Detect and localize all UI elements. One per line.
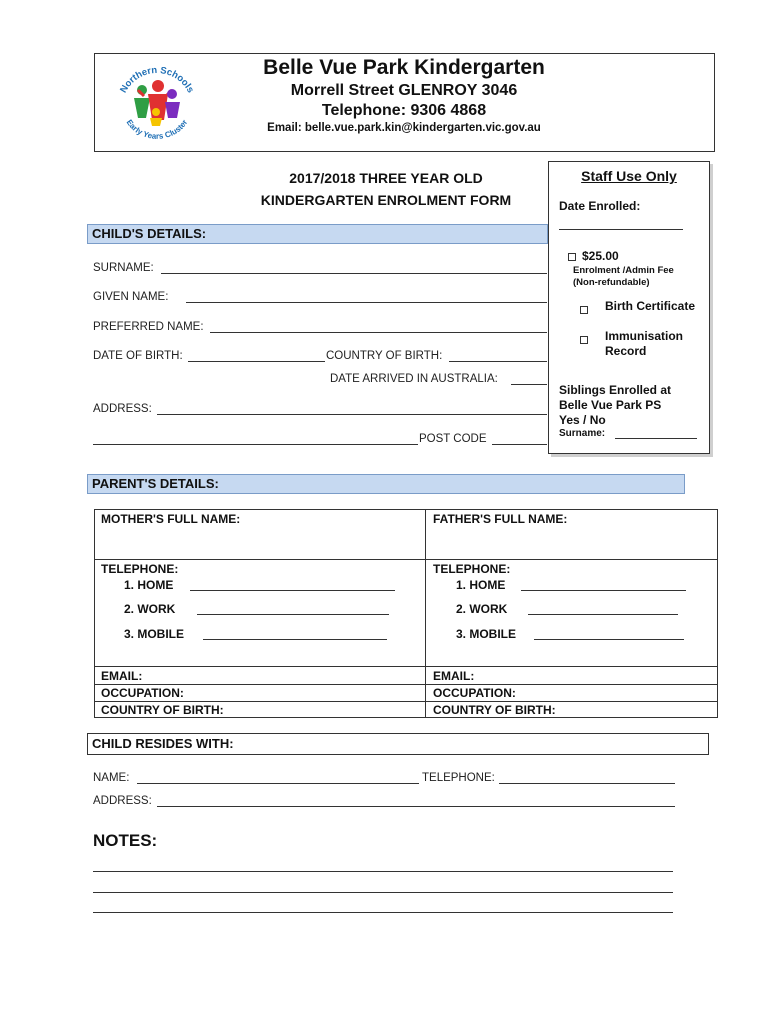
father-occupation-label[interactable]: OCCUPATION: (433, 686, 516, 700)
notes-title: NOTES: (93, 831, 158, 850)
fee-note: (Non-refundable) (573, 277, 650, 288)
notes-line-2[interactable] (93, 892, 673, 893)
staff-use-title: Staff Use Only (581, 168, 677, 184)
child-dob-field[interactable] (188, 361, 325, 362)
resides-address-field[interactable] (157, 806, 675, 807)
father-country-label[interactable]: COUNTRY OF BIRTH: (433, 703, 556, 717)
fee-checkbox-row[interactable] (568, 249, 619, 263)
father-home-field[interactable] (521, 590, 686, 591)
father-work-field[interactable] (528, 614, 678, 615)
child-details-header: CHILD'S DETAILS: (87, 224, 548, 244)
parents-row-divider-4 (94, 701, 718, 702)
mother-work-label: 2. WORK (124, 602, 176, 616)
father-work-label: 2. WORK (456, 602, 508, 616)
siblings-surname-label: Surname: (559, 428, 606, 439)
father-home-label: 1. HOME (456, 578, 506, 592)
immunisation-checkbox[interactable] (580, 331, 594, 349)
child-surname-field[interactable] (161, 273, 547, 274)
resides-address-label: ADDRESS: (93, 795, 152, 807)
form-title-line2: KINDERGARTEN ENROLMENT FORM (260, 192, 512, 208)
mother-work-field[interactable] (197, 614, 389, 615)
form-title-line1: 2017/2018 THREE YEAR OLD (289, 170, 483, 186)
child-given-name-field[interactable] (186, 302, 547, 303)
kindergarten-email: Email: belle.vue.park.kin@kindergarten.vic.gov.au (267, 122, 541, 134)
notes-line-1[interactable] (93, 871, 673, 872)
siblings-surname-line[interactable] (615, 438, 697, 439)
mother-home-field[interactable] (190, 590, 395, 591)
logo-text-top: Northern Schools (118, 64, 196, 95)
birth-cert-checkbox[interactable] (580, 301, 594, 319)
mother-email-label[interactable]: EMAIL: (101, 669, 143, 683)
mother-occupation-label[interactable]: OCCUPATION: (101, 686, 184, 700)
child-preferred-name-field[interactable] (210, 332, 547, 333)
kindergarten-name: Belle Vue Park Kindergarten (263, 56, 545, 79)
father-telephone-label: TELEPHONE: (433, 562, 511, 576)
date-enrolled-label: Date Enrolled: (559, 199, 641, 213)
birth-cert-label: Birth Certificate (605, 299, 696, 313)
date-enrolled-line[interactable] (559, 229, 683, 230)
siblings-label-2: Belle Vue Park PS (559, 398, 662, 412)
kindergarten-telephone: Telephone: 9306 4868 (321, 102, 487, 119)
mother-home-label: 1. HOME (124, 578, 174, 592)
parents-row-divider-3 (94, 684, 718, 685)
father-email-label[interactable]: EMAIL: (433, 669, 475, 683)
child-given-name-label: GIVEN NAME: (93, 291, 169, 303)
siblings-label-1: Siblings Enrolled at (559, 383, 672, 397)
fee-description: Enrolment /Admin Fee (573, 265, 674, 276)
child-address-field-2[interactable] (93, 444, 418, 445)
resides-telephone-label: TELEPHONE: (422, 772, 495, 784)
parents-row-divider-1 (94, 559, 718, 560)
child-date-arrived-label: DATE ARRIVED IN AUSTRALIA: (330, 373, 498, 385)
notes-line-3[interactable] (93, 912, 673, 913)
child-postcode-field[interactable] (492, 444, 547, 445)
child-postcode-label: POST CODE (419, 433, 487, 445)
resides-with-header: CHILD RESIDES WITH: (87, 733, 709, 755)
siblings-yes-no[interactable]: Yes / No (559, 413, 606, 427)
cluster-logo (110, 60, 204, 144)
immunisation-label-2: Record (605, 344, 647, 358)
resides-name-field[interactable] (137, 783, 419, 784)
child-surname-label: SURNAME: (93, 262, 154, 274)
child-country-field[interactable] (449, 361, 547, 362)
child-dob-label: DATE OF BIRTH: (93, 350, 183, 362)
resides-telephone-field[interactable] (499, 783, 675, 784)
child-address-label: ADDRESS: (93, 403, 152, 415)
immunisation-label-1: Immunisation (605, 329, 684, 343)
father-mobile-field[interactable] (534, 639, 684, 640)
mother-name-label[interactable]: MOTHER'S FULL NAME: (101, 512, 241, 526)
mother-telephone-label: TELEPHONE: (101, 562, 179, 576)
child-date-arrived-field[interactable] (511, 384, 547, 385)
parent-details-header: PARENT'S DETAILS: (87, 474, 685, 494)
logo-text-bottom: Early Years Cluster (124, 118, 190, 141)
mother-mobile-field[interactable] (203, 639, 387, 640)
father-name-label[interactable]: FATHER'S FULL NAME: (433, 512, 568, 526)
fee-amount: $25.00 (582, 249, 619, 263)
child-preferred-name-label: PREFERRED NAME: (93, 321, 204, 333)
child-address-field[interactable] (157, 414, 547, 415)
kindergarten-street: Morrell Street GLENROY 3046 (290, 82, 518, 99)
parents-table-divider (425, 509, 426, 718)
fee-checkbox[interactable] (568, 253, 576, 261)
resides-name-label: NAME: (93, 772, 130, 784)
child-country-label: COUNTRY OF BIRTH: (326, 350, 443, 362)
mother-country-label[interactable]: COUNTRY OF BIRTH: (101, 703, 224, 717)
mother-mobile-label: 3. MOBILE (124, 627, 185, 641)
parents-row-divider-2 (94, 666, 718, 667)
father-mobile-label: 3. MOBILE (456, 627, 517, 641)
